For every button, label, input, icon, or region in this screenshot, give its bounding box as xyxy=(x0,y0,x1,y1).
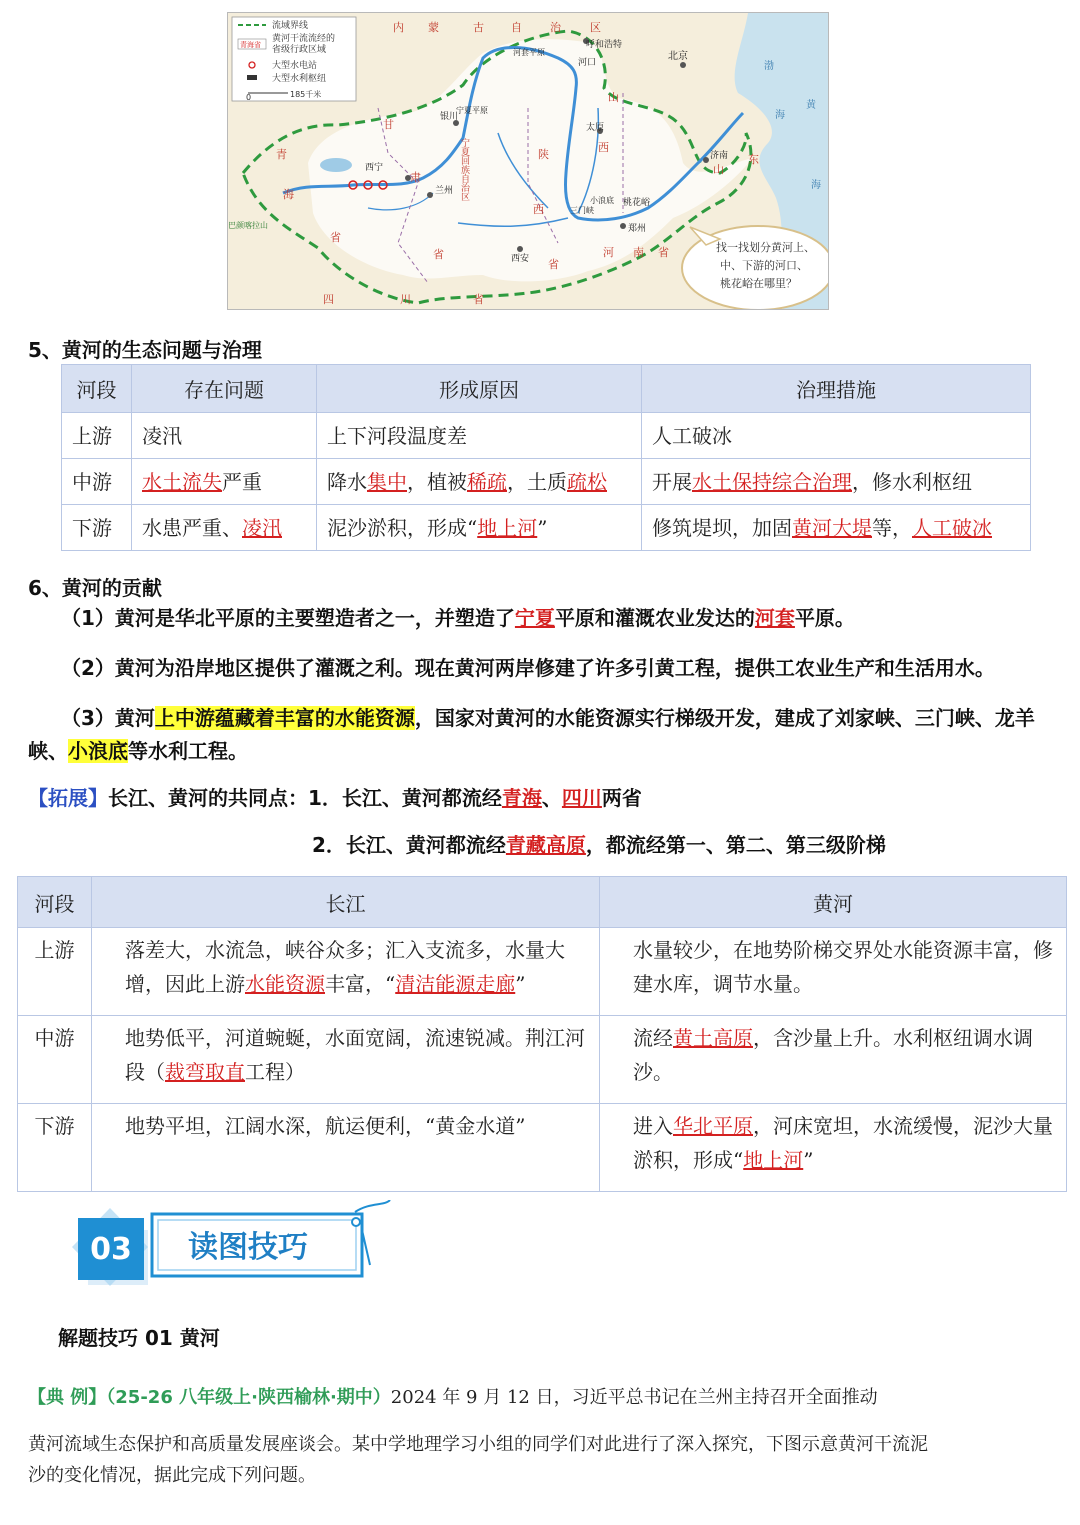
text-segment: 开展 xyxy=(652,470,692,494)
text-segment: ，河床宽坦，水流缓慢，泥沙大量淤积，形成“ xyxy=(633,1114,1053,1172)
legend-dam: 大型水利枢纽 xyxy=(272,74,327,84)
cell-measure xyxy=(642,413,1031,459)
text-segment: 降水 xyxy=(327,470,367,494)
contribution-2 xyxy=(61,652,1071,685)
cell-changjiang xyxy=(92,928,600,1016)
cell-changjiang xyxy=(92,1016,600,1104)
text-segment: ，都流经第一、第二、第三级阶梯 xyxy=(585,833,886,857)
label-huang-hai: 海 xyxy=(811,180,821,191)
key-term: 宁夏 xyxy=(514,606,555,630)
text-segment: 水患严重、 xyxy=(142,516,242,540)
text-segment: 严重 xyxy=(222,470,262,494)
cell-cause xyxy=(317,459,642,505)
text-segment: ，修水利枢纽 xyxy=(852,470,972,494)
city-sanmenxia: 三门峡 xyxy=(570,206,594,215)
table-row xyxy=(18,1104,1067,1192)
text-segment: 长江、黄河的共同点：1．长江、黄河都流经 xyxy=(108,786,502,810)
legend-scale-km: 185千米 xyxy=(290,90,322,99)
city-zhengzhou: 郑州 xyxy=(628,224,647,234)
header-cause: 形成原因 xyxy=(317,365,642,413)
cell-cause xyxy=(317,505,642,551)
key-term: 清洁能源走廊 xyxy=(395,972,516,996)
text-segment: ，国家对黄河的水能资源实行梯级开发，建成了刘家峡、三门峡、龙羊峡、 xyxy=(28,706,1035,763)
example-tag: 【典 例】 xyxy=(28,1387,107,1408)
label-chuan: 川 xyxy=(400,293,411,306)
text-segment: ” xyxy=(537,516,548,540)
label-meng: 蒙 xyxy=(428,21,439,34)
text-segment: ” xyxy=(515,972,526,996)
label-nan: 南 xyxy=(633,246,644,259)
label-ningxia-plain: 宁夏平原 xyxy=(456,106,488,115)
cell-huanghe xyxy=(600,1104,1067,1192)
text-segment: 落差大，水流急，峡谷众多；汇入支流多，水量大增，因此上游 xyxy=(125,938,565,996)
table-row xyxy=(62,413,1031,459)
section-badge xyxy=(70,1200,400,1295)
key-term: 河套 xyxy=(754,606,795,630)
text-segment: （2）黄河为沿岸地区提供了灌溉之利。现在黄河两岸修建了许多引黄工程，提供工农业生产和生活用水。 xyxy=(61,656,995,680)
key-term: 水能资源 xyxy=(245,972,325,996)
contribution-1 xyxy=(61,602,1061,635)
label-zhi: 治 xyxy=(550,21,561,34)
cell-problem xyxy=(132,459,317,505)
city-lanzhou: 兰州 xyxy=(435,186,454,196)
city-xiaolangdi: 小浪底 xyxy=(590,196,614,205)
city-xining: 西宁 xyxy=(365,163,384,173)
section-5-title: 5、黄河的生态问题与治理 xyxy=(28,338,262,362)
text-segment: 地势平坦，江阔水深，航运便利，“黄金水道” xyxy=(125,1114,526,1138)
label-ningxia: 宁夏回族自治区 xyxy=(459,138,469,201)
highlighted-term: 上中游蕴藏着丰富的水能资源 xyxy=(154,706,415,730)
section-6-title: 6、黄河的贡献 xyxy=(28,576,162,600)
extension-tag: 【拓展】 xyxy=(28,786,108,810)
city-beijing: 北京 xyxy=(668,51,688,62)
cell-measure xyxy=(642,505,1031,551)
text-segment: 、 xyxy=(541,786,562,810)
text-segment: 等， xyxy=(872,516,912,540)
cell-segment: 中游 xyxy=(18,1016,92,1104)
city-jinan: 济南 xyxy=(710,151,729,161)
city-xian: 西安 xyxy=(511,254,530,264)
header-measure: 治理措施 xyxy=(642,365,1031,413)
text-segment: 泥沙淤积，形成“ xyxy=(327,516,478,540)
cell-huanghe xyxy=(600,1016,1067,1104)
label-si: 四 xyxy=(323,293,334,306)
key-term: 青藏高原 xyxy=(505,833,586,857)
text-segment: 工程） xyxy=(245,1060,305,1084)
legend-provinces-2: 省级行政区域 xyxy=(272,45,327,55)
table-row xyxy=(18,1016,1067,1104)
cell-problem xyxy=(132,413,317,459)
header-huanghe: 黄河 xyxy=(600,877,1067,928)
text-segment: 等水利工程。 xyxy=(128,739,248,763)
label-su: 肃 xyxy=(410,171,421,184)
label-sheng-sc: 省 xyxy=(473,293,484,306)
label-bo-hai: 海 xyxy=(775,110,785,121)
comparison-table xyxy=(17,876,1067,1192)
key-term: 凌汛 xyxy=(242,516,282,540)
text-segment: （3）黄河 xyxy=(61,706,155,730)
key-term: 黄土高原 xyxy=(673,1026,753,1050)
cell-segment: 上游 xyxy=(62,413,132,459)
header-segment: 河段 xyxy=(62,365,132,413)
label-nei: 内 xyxy=(393,21,404,34)
extension-text-1 xyxy=(108,786,642,810)
extension-line-2 xyxy=(312,829,886,862)
text-segment: ，植被 xyxy=(407,470,467,494)
text-segment: 水量较少，在地势阶梯交界处水能资源丰富，修建水库，调节水量。 xyxy=(633,938,1053,996)
legend-qinghai: 青海省 xyxy=(240,41,261,49)
city-yinchuan: 银川 xyxy=(440,112,459,122)
key-term: 水土流失 xyxy=(142,470,222,494)
key-term: 青海 xyxy=(501,786,542,810)
cell-huanghe xyxy=(600,928,1067,1016)
label-qu: 区 xyxy=(590,21,601,34)
key-term: 华北平原 xyxy=(673,1114,753,1138)
label-shandong-2: 东 xyxy=(748,153,759,166)
text-segment: 平原和灌溉农业发达的 xyxy=(554,606,755,630)
cell-measure xyxy=(642,459,1031,505)
text-segment: ，土质 xyxy=(507,470,567,494)
label-sheng-gs: 省 xyxy=(433,248,444,261)
bubble-line-3: 桃花峪在哪里？ xyxy=(720,277,797,290)
key-term: 裁弯取直 xyxy=(165,1060,245,1084)
table-row xyxy=(18,928,1067,1016)
text-segment: 2．长江、黄河都流经 xyxy=(312,833,506,857)
text-segment: ，含沙量上升。水利枢纽调水调沙。 xyxy=(633,1026,1033,1084)
label-sheng-qh: 省 xyxy=(330,231,341,244)
text-segment: ” xyxy=(803,1148,814,1172)
bubble-line-1: 找一找划分黄河上、 xyxy=(716,241,815,254)
key-term: 黄河大堤 xyxy=(792,516,872,540)
cell-segment: 上游 xyxy=(18,928,92,1016)
cell-segment: 中游 xyxy=(62,459,132,505)
city-hekou: 河口 xyxy=(578,58,597,68)
header-changjiang: 长江 xyxy=(92,877,600,928)
city-huhehaote: 呼和浩特 xyxy=(586,40,623,50)
extension-line-1 xyxy=(28,782,642,815)
label-huang: 黄 xyxy=(806,100,816,111)
example-text-1: 2024 年 9 月 12 日，习近平总书记在兰州主持召开全面推动 xyxy=(390,1387,878,1408)
text-segment: 地势低平，河道蜿蜒，水面宽阔，流速锐减。荆江河段（ xyxy=(125,1026,585,1084)
cell-changjiang xyxy=(92,1104,600,1192)
label-he: 河 xyxy=(603,246,614,259)
key-term: 地上河 xyxy=(743,1148,804,1172)
example-line-1 xyxy=(28,1381,1078,1414)
table-row xyxy=(62,505,1031,551)
label-hai: 海 xyxy=(283,188,294,201)
text-segment: 凌汛 xyxy=(142,424,182,448)
label-xi: 西 xyxy=(533,203,544,216)
label-shan: 陕 xyxy=(538,148,549,161)
header-problem: 存在问题 xyxy=(132,365,317,413)
cell-problem xyxy=(132,505,317,551)
legend-provinces-1: 黄河干流流经的 xyxy=(272,34,336,44)
label-gu: 古 xyxy=(473,21,484,34)
text-segment: 人工破冰 xyxy=(652,424,732,448)
yellow-river-basin-map xyxy=(227,12,829,310)
key-term: 四川 xyxy=(561,786,602,810)
key-term: 地上河 xyxy=(477,516,538,540)
example-source: （25-26 八年级上·陕西榆林·期中） xyxy=(106,1387,391,1408)
legend-hydro: 大型水电站 xyxy=(272,61,318,71)
contribution-3 xyxy=(28,702,1068,768)
cell-segment: 下游 xyxy=(18,1104,92,1192)
legend-scale-zero: 0 xyxy=(246,93,252,102)
text-segment: （1）黄河是华北平原的主要塑造者之一，并塑造了 xyxy=(61,606,515,630)
example-line-2: 黄河流域生态保护和高质量发展座谈会。某中学地理学习小组的同学们对此进行了深入探究，下图示意黄河干流泥 xyxy=(28,1434,928,1455)
text-segment: 两省 xyxy=(601,786,642,810)
label-sheng-hn: 省 xyxy=(658,246,669,259)
label-bayan: 巴颜喀拉山 xyxy=(228,221,268,230)
label-hetao: 河套平原 xyxy=(513,48,545,57)
badge-title: 读图技巧 xyxy=(188,1230,308,1265)
key-term: 疏松 xyxy=(567,470,607,494)
text-segment: 上下河段温度差 xyxy=(327,424,467,448)
badge-number: 03 xyxy=(90,1232,132,1267)
label-bo: 渤 xyxy=(764,61,774,72)
text-segment: 进入 xyxy=(633,1114,673,1138)
text-segment: 流经 xyxy=(633,1026,673,1050)
example-line-3: 沙的变化情况，据此完成下列问题。 xyxy=(28,1465,316,1486)
text-segment: 平原。 xyxy=(794,606,855,630)
key-term: 水土保持综合治理 xyxy=(692,470,852,494)
ecology-table xyxy=(61,364,1031,551)
label-qing: 青 xyxy=(276,148,287,161)
key-term: 稀疏 xyxy=(467,470,507,494)
label-shan2: 山 xyxy=(608,91,619,104)
cell-cause xyxy=(317,413,642,459)
label-xi2: 西 xyxy=(598,141,609,154)
label-shandong-1: 山 xyxy=(713,163,724,176)
header-segment: 河段 xyxy=(18,877,92,928)
highlighted-term: 小浪底 xyxy=(68,739,128,763)
key-term: 集中 xyxy=(367,470,407,494)
skill-title: 解题技巧 01 黄河 xyxy=(58,1326,220,1350)
label-zi: 自 xyxy=(511,21,522,34)
cell-segment: 下游 xyxy=(62,505,132,551)
label-gan: 甘 xyxy=(383,118,394,131)
table-row xyxy=(62,459,1031,505)
key-term: 人工破冰 xyxy=(912,516,992,540)
bubble-line-2: 中、下游的河口、 xyxy=(720,259,808,272)
text-segment: 修筑堤坝，加固 xyxy=(652,516,792,540)
text-segment: 丰富，“ xyxy=(325,972,396,996)
label-sheng-sx: 省 xyxy=(548,258,559,271)
city-taiyuan: 太原 xyxy=(586,123,605,133)
city-taohuayu: 桃花峪 xyxy=(623,198,651,208)
legend-boundary: 流域界线 xyxy=(272,21,309,31)
